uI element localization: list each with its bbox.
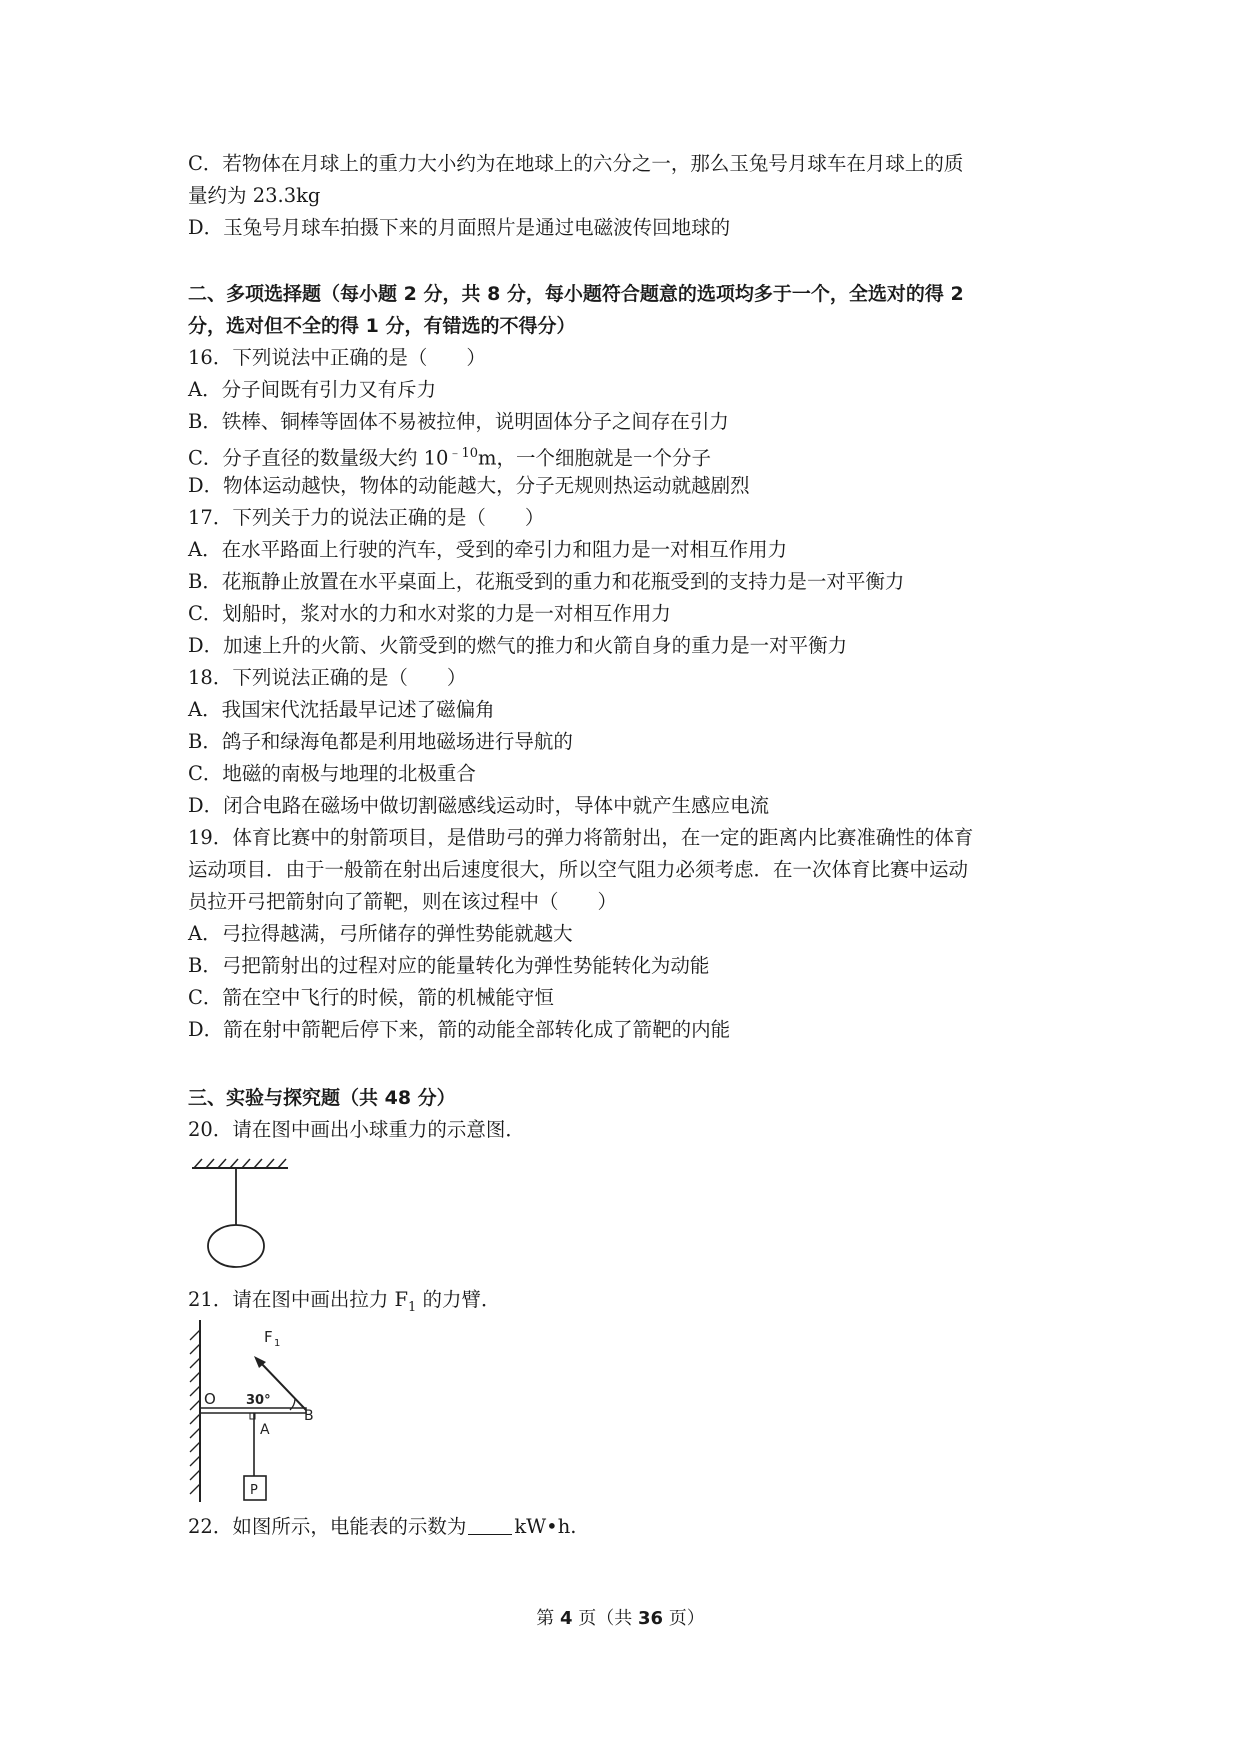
footer-mid: 页（共 [572, 1608, 638, 1629]
q17-option-d: D．加速上升的火箭、火箭受到的燃气的推力和火箭自身的重力是一对平衡力 [188, 634, 848, 657]
q21-label-angle: 30° [246, 1393, 271, 1408]
q19-stem-line2: 运动项目．由于一般箭在射出后速度很大，所以空气阻力必须考虑．在一次体育比赛中运动 [188, 858, 969, 881]
footer-total-pages: 36 [637, 1608, 664, 1629]
q19-option-a: A．弓拉得越满，弓所储存的弹性势能就越大 [188, 922, 573, 945]
q22-stem-post: kW•h. [514, 1515, 577, 1538]
q16-option-c-pre: C．分子直径的数量级大约 10 [188, 446, 449, 470]
q19-option-b: B．弓把箭射出的过程对应的能量转化为弹性势能转化为动能 [188, 954, 710, 977]
q17-stem: 17．下列关于力的说法正确的是（ ） [188, 506, 545, 529]
q15-option-c-line1: C．若物体在月球上的重力大小约为在地球上的六分之一，那么玉兔号月球车在月球上的质 [188, 152, 964, 175]
q20-stem: 20．请在图中画出小球重力的示意图． [188, 1118, 525, 1141]
q15-option-d: D．玉兔号月球车拍摄下来的月面照片是通过电磁波传回地球的 [188, 216, 731, 239]
section2-heading-line1: 二、多项选择题（每小题 2 分，共 8 分，每小题符合题意的选项均多于一个，全选对的得 2 [188, 283, 964, 305]
page-footer [0, 1604, 1241, 1630]
q21-label-a: A [260, 1422, 270, 1438]
q18-option-b: B．鸽子和绿海龟都是利用地磁场进行导航的 [188, 730, 573, 753]
q18-option-c: C．地磁的南极与地理的北极重合 [188, 762, 476, 785]
q21-label-p: P [250, 1483, 258, 1498]
q21-label-b: B [304, 1408, 314, 1424]
section3-heading: 三、实验与探究题（共 48 分） [188, 1087, 456, 1109]
q17-option-c: C．划船时，浆对水的力和水对浆的力是一对相互作用力 [188, 602, 671, 625]
q21-lever-figure [186, 1316, 336, 1506]
footer-post: 页） [663, 1608, 705, 1629]
q22-stem [188, 1514, 576, 1540]
q16-option-c [188, 441, 711, 472]
q21-label-f-subscript: 1 [274, 1338, 281, 1349]
q16-option-c-post: m，一个细胞就是一个分子 [477, 446, 711, 470]
q16-option-d: D．物体运动越快，物体的动能越大，分子无规则热运动就越剧烈 [188, 474, 750, 497]
q19-option-c: C．箭在空中飞行的时候，箭的机械能守恒 [188, 986, 554, 1009]
q18-option-a: A．我国宋代沈括最早记述了磁偏角 [188, 698, 495, 721]
q18-stem: 18．下列说法正确的是（ ） [188, 666, 467, 689]
q21-stem-pre: 21．请在图中画出拉力 F [188, 1288, 409, 1311]
q16-option-b: B．铁棒、铜棒等固体不易被拉伸，说明固体分子之间存在引力 [188, 410, 729, 433]
q19-stem-line3: 员拉开弓把箭射向了箭靶，则在该过程中（ ） [188, 890, 618, 913]
q21-stem-post: 的力臂． [416, 1288, 501, 1311]
q15-option-c-line2: 量约为 23.3kg [188, 184, 321, 207]
q22-answer-blank[interactable] [468, 1516, 512, 1535]
q16-option-c-exponent: ﹣10 [448, 446, 478, 461]
footer-page-number: 4 [559, 1608, 573, 1629]
q19-option-d: D．箭在射中箭靶后停下来，箭的动能全部转化成了箭靶的内能 [188, 1018, 731, 1041]
q21-label-f: F [264, 1328, 273, 1346]
q20-hanging-ball-figure [186, 1158, 296, 1278]
section2-heading-line2: 分，选对但不全的得 1 分，有错选的不得分） [188, 315, 576, 337]
q17-option-a: A．在水平路面上行驶的汽车，受到的牵引力和阻力是一对相互作用力 [188, 538, 788, 561]
q19-stem-line1: 19．体育比赛中的射箭项目，是借助弓的弹力将箭射出，在一定的距离内比赛准确性的体育 [188, 826, 974, 849]
q16-stem: 16．下列说法中正确的是（ ） [188, 346, 486, 369]
q21-label-o: O [204, 1390, 216, 1408]
q21-stem-subscript: 1 [408, 1299, 417, 1315]
footer-pre: 第 [536, 1608, 560, 1629]
q16-option-a: A．分子间既有引力又有斥力 [188, 378, 437, 401]
q18-option-d: D．闭合电路在磁场中做切割磁感线运动时，导体中就产生感应电流 [188, 794, 770, 817]
q17-option-b: B．花瓶静止放置在水平桌面上，花瓶受到的重力和花瓶受到的支持力是一对平衡力 [188, 570, 905, 593]
q22-stem-pre: 22．如图所示，电能表的示数为 [188, 1515, 467, 1538]
